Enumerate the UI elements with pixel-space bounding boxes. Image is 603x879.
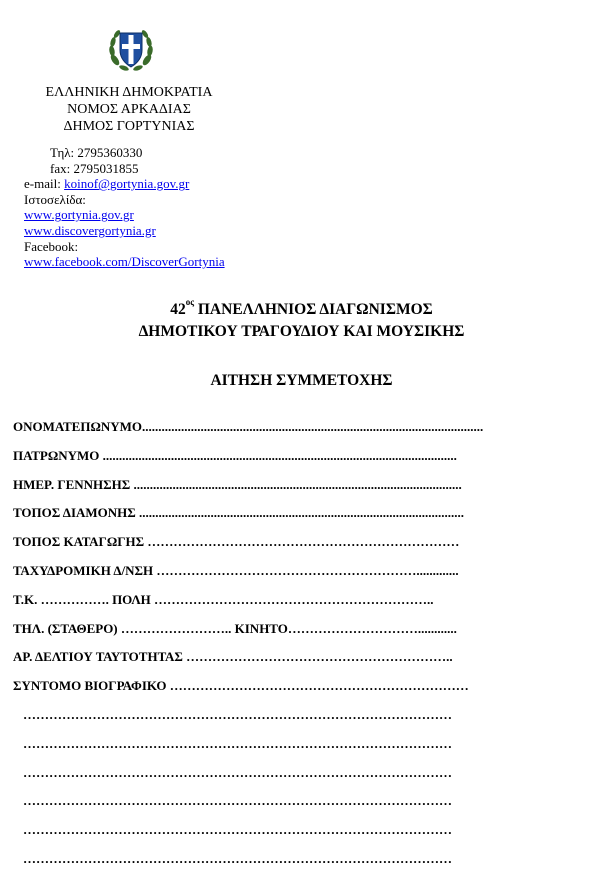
website-row (24, 223, 225, 239)
phone-text: Τηλ: 2795360330 (50, 145, 143, 160)
authority-line: ΕΛΛΗΝΙΚΗ ΔΗΜΟΚΡΑΤΙΑ (45, 85, 213, 100)
field-birth-date[interactable]: ΗΜΕΡ. ΓΕΝΝΗΣΗΣ ..................................................................................................... (13, 476, 462, 492)
contact-block (24, 145, 225, 270)
field-short-bio[interactable]: ΣΥΝΤΟΜΟ ΒΙΟΓΡΑΦΙΚΟ …………………………………………………………… (13, 678, 469, 694)
facebook-label: Facebook: (24, 238, 79, 254)
website-link-discovergortynia[interactable]: www.discovergortynia.gr (24, 222, 156, 238)
bio-blank-line[interactable]: ……………………………………………………………………………………… (23, 850, 452, 866)
title-line-1-text: ΠΑΝΕΛΛΗΝΙΟΣ ΔΙΑΓΩΝΙΣΜΟΣ (194, 301, 433, 318)
competition-title (0, 299, 603, 343)
form-heading: ΑΙΤΗΣΗ ΣΥΜΜΕΤΟΧΗΣ (210, 372, 393, 389)
website-row (24, 207, 225, 223)
field-id-card-number[interactable]: ΑΡ. ΔΕΛΤΙΟΥ ΤΑΥΤΟΤΗΤΑΣ …………………………………………………….. (13, 649, 453, 665)
authority-line: ΝΟΜΟΣ ΑΡΚΑΔΙΑΣ (67, 102, 191, 117)
facebook-link[interactable]: www.facebook.com/DiscoverGortynia (24, 254, 225, 270)
title-number: 42 (170, 301, 186, 318)
facebook-row (24, 254, 225, 270)
field-residence[interactable]: ΤΟΠΟΣ ΔΙΑΜΟΝΗΣ .................................................................................................... (13, 505, 465, 521)
bio-blank-line[interactable]: ……………………………………………………………………………………… (23, 764, 452, 780)
website-link-gortynia[interactable]: www.gortynia.gov.gr (24, 207, 134, 223)
title-line-1 (0, 299, 603, 321)
bio-blank-line[interactable]: ……………………………………………………………………………………… (23, 822, 452, 838)
field-place-of-origin[interactable]: ΤΟΠΟΣ ΚΑΤΑΓΩΓΗΣ ……………………………………………………………… (13, 534, 460, 550)
authority-line: ΔΗΜΟΣ ΓΟΡΤΥΝΙΑΣ (63, 119, 195, 134)
field-phone-numbers[interactable]: ΤΗΛ. (ΣΤΑΘΕΡΟ) …………………….. ΚΙΝΗΤΟ…………………………............ (13, 620, 457, 636)
email-link[interactable]: koinof@gortynia.gov.gr (64, 176, 190, 192)
authority-block (24, 84, 234, 135)
website-label: Ιστοσελίδα: (24, 191, 86, 207)
email-row (24, 176, 225, 192)
greek-coat-of-arms-icon (106, 24, 156, 74)
field-father-name[interactable]: ΠΑΤΡΩΝΥΜΟ ............................................................................................................. (13, 447, 457, 463)
field-postcode-city[interactable]: Τ.Κ. ……………. ΠΟΛΗ ……………………………………………………….. (13, 591, 434, 607)
bio-blank-line[interactable]: ……………………………………………………………………………………… (23, 735, 452, 751)
bio-blank-line[interactable]: ……………………………………………………………………………………… (23, 706, 452, 722)
field-postal-address[interactable]: ΤΑΧΥΔΡΟΜΙΚΗ Δ/ΝΣΗ ……………………………………………………............. (13, 562, 459, 578)
field-full-name[interactable]: ΟΝΟΜΑΤΕΠΩΝΥΜΟ......................................................................................................... (13, 419, 484, 434)
title-ordinal-suffix: ος (185, 297, 194, 307)
application-form (13, 418, 538, 879)
fax-text: fax: 2795031855 (50, 160, 139, 176)
title-line-2: ΔΗΜΟΤΙΚΟΥ ΤΡΑΓΟΥΔΙΟΥ ΚΑΙ ΜΟΥΣΙΚΗΣ (138, 323, 465, 340)
bio-blank-line[interactable]: ……………………………………………………………………………………… (23, 793, 452, 809)
email-label: e-mail: (24, 176, 65, 192)
